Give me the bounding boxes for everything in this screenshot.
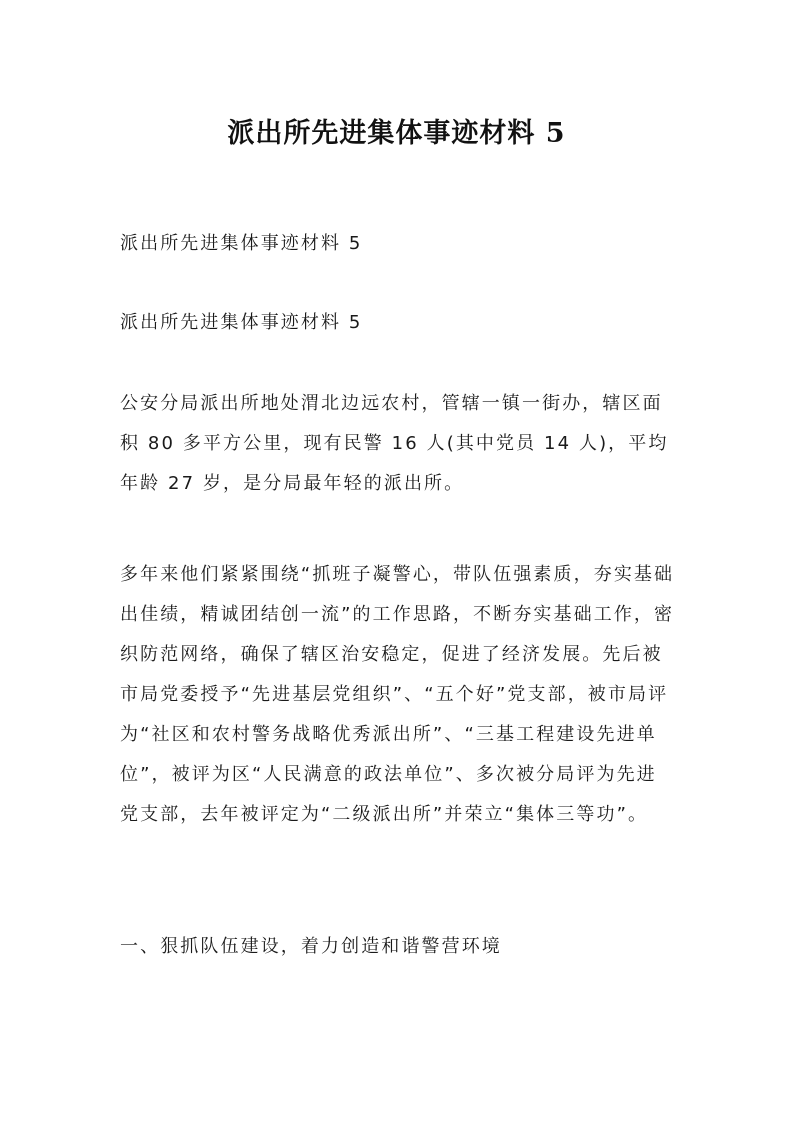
paragraph-subtitle-2: 派出所先进集体事迹材料 5	[120, 312, 363, 333]
paragraph-achievements: 多年来他们紧紧围绕“抓班子凝警心，带队伍强素质，夯实基础出佳绩，精诚团结创一流”的工作思路，不断夯实基础工作，密织防范网络，确保了辖区治安稳定，促进了经济发展。先后被市局党委授予“先进基层党组织”、“五个好”党支部，被市局评为“社区和农村警务战略优秀派出所”、“三基工程建设先进单位”，被评为区“人民满意的政法单位”、多次被分局评为先进党支部，去年被评定为“二级派出所”并荣立“集体三等功”。	[120, 564, 675, 825]
section-heading-1: 一、狠抓队伍建设，着力创造和谐警营环境	[120, 936, 502, 957]
paragraph-intro: 公安分局派出所地处渭北边远农村，管辖一镇一街办，辖区面积 80 多平方公里，现有民警 16 人(其中党员 14 人)，平均年龄 27 岁，是分局最年轻的派出所。	[120, 393, 669, 494]
document-title: 派出所先进集体事迹材料 5	[227, 118, 566, 150]
paragraph-subtitle-1: 派出所先进集体事迹材料 5	[120, 233, 363, 254]
